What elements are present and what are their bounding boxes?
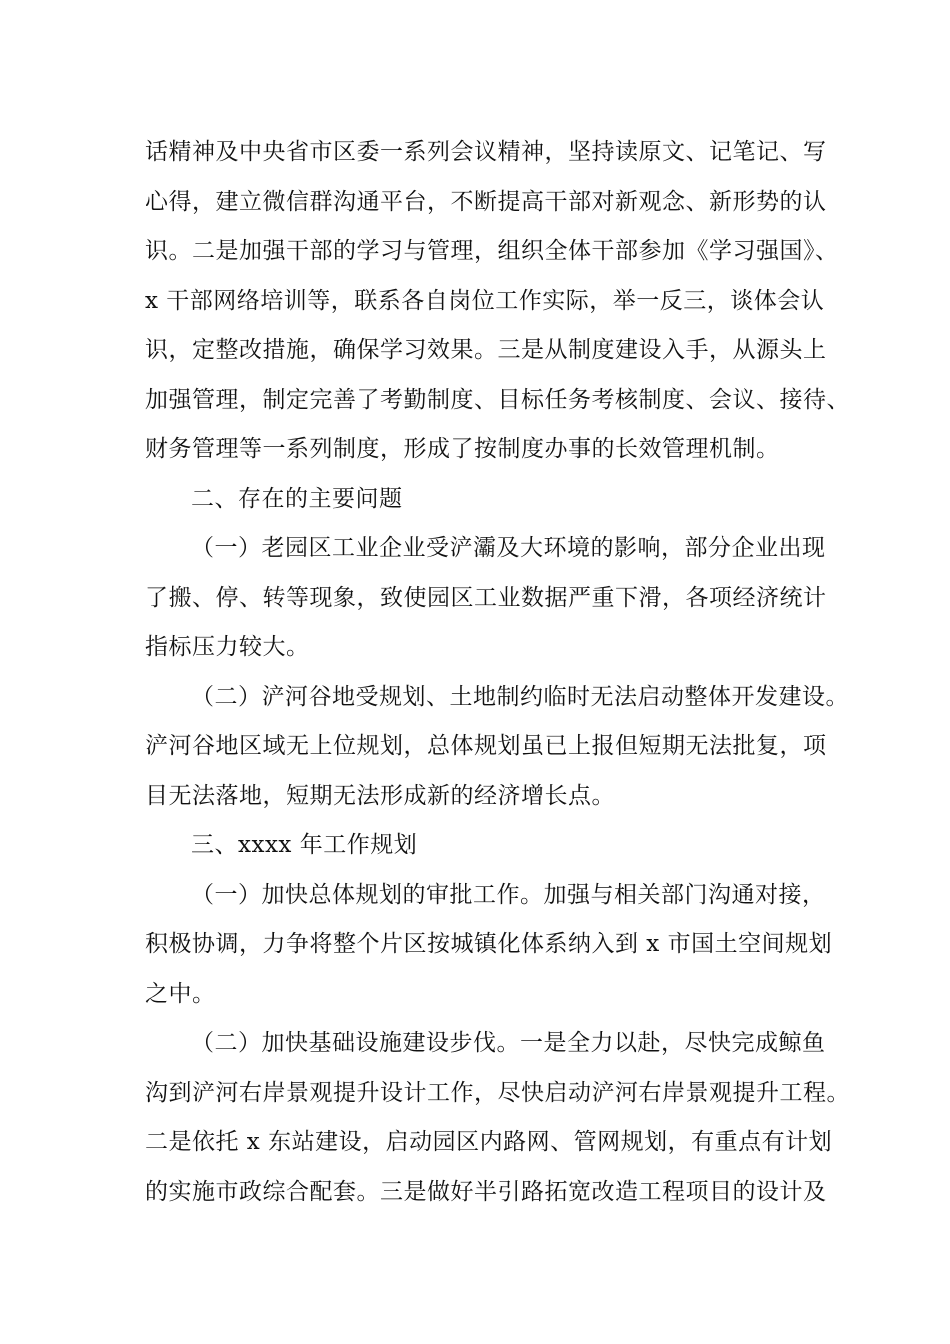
text-line: 识。二是加强干部的学习与管理，组织全体干部参加《学习强国》、 — [145, 238, 839, 264]
text-line: 话精神及中央省市区委一系列会议精神，坚持读原文、记笔记、写 — [145, 139, 827, 165]
text-line: （二）加快基础设施建设步伐。一是全力以赴，尽快完成鲸鱼 — [191, 1030, 826, 1056]
text-line: 三、xxxx 年工作规划 — [191, 832, 418, 858]
text-line: 识，定整改措施，确保学习效果。三是从制度建设入手，从源头上 — [145, 337, 827, 363]
text-line: 财务管理等一系列制度，形成了按制度办事的长效管理机制。 — [145, 436, 780, 462]
text-line: 之中。 — [145, 980, 216, 1007]
text-line: 二是依托 x 东站建设，启动园区内路网、管网规划，有重点有计划 — [145, 1129, 833, 1155]
text-line: 二、存在的主要问题 — [191, 485, 403, 512]
text-line: x 干部网络培训等，联系各自岗位工作实际，举一反三，谈体会认 — [145, 287, 825, 314]
text-line: 加强管理，制定完善了考勤制度、目标任务考核制度、会议、接待、 — [145, 386, 850, 413]
text-line: 的实施市政综合配套。三是做好半引路拓宽改造工程项目的设计及 — [145, 1178, 827, 1205]
text-line: （二）浐河谷地受规划、土地制约临时无法启动整体开发建设。 — [191, 683, 849, 710]
text-line: 沟到浐河右岸景观提升设计工作，尽快启动浐河右岸景观提升工程。 — [145, 1079, 850, 1106]
text-line: 积极协调，力争将整个片区按城镇化体系纳入到 x 市国土空间规划 — [145, 931, 833, 957]
text-line: 指标压力较大。 — [145, 634, 310, 660]
text-line: （一）老园区工业企业受浐灞及大环境的影响，部分企业出现 — [191, 535, 826, 561]
text-line: 心得，建立微信群沟通平台，不断提高干部对新观念、新形势的认 — [145, 188, 827, 215]
text-line: 目无法落地，短期无法形成新的经济增长点。 — [145, 782, 615, 809]
text-line: 了搬、停、转等现象，致使园区工业数据严重下滑，各项经济统计 — [145, 584, 827, 611]
document-body — [145, 128, 850, 1217]
text-line: （一）加快总体规划的审批工作。加强与相关部门沟通对接， — [191, 881, 826, 908]
text-line: 浐河谷地区域无上位规划，总体规划虽已上报但短期无法批复，项 — [145, 733, 827, 759]
